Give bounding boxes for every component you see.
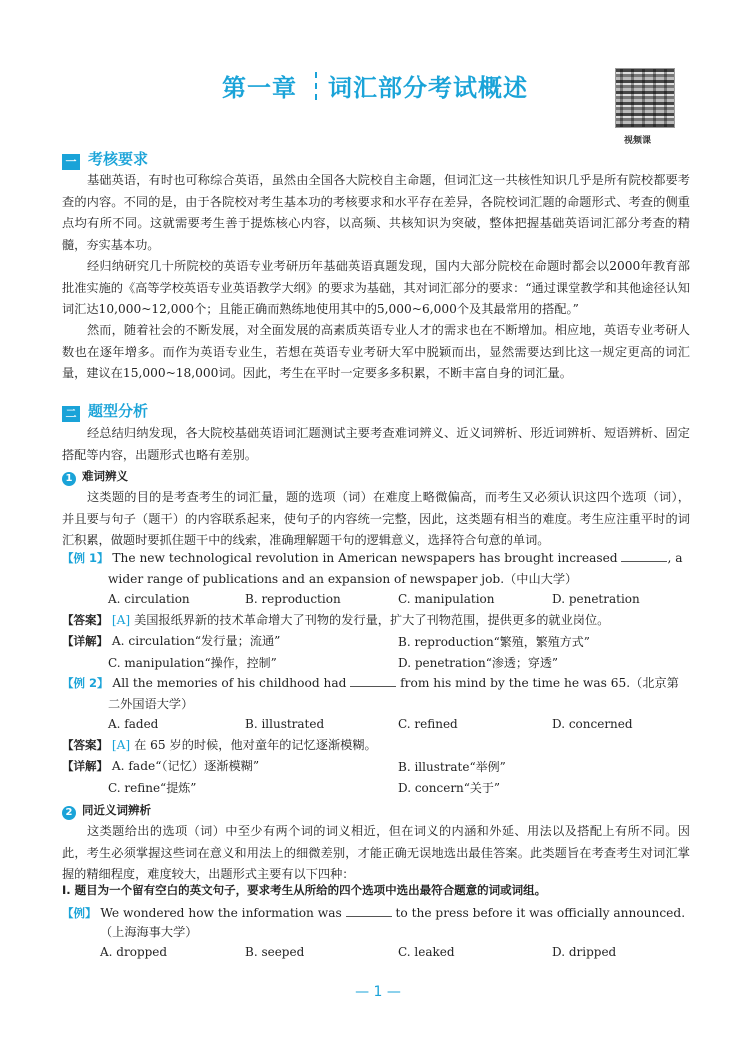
page-number: — 1 —: [355, 984, 401, 1000]
subsection-2-title: 同近义词辨析: [82, 803, 151, 817]
example-1-option-c: C. manipulation: [398, 592, 495, 606]
subsection-1-heading: [62, 468, 128, 486]
example-1-option-a: A. circulation: [108, 592, 190, 606]
example-2-answer-letter: [A]: [111, 738, 131, 752]
example-2-detail-a: A. fade“（记忆）逐渐模糊”: [111, 759, 260, 773]
example-2-detail-d: D. concern“关于”: [398, 781, 501, 795]
example-3-option-c: C. leaked: [398, 945, 455, 959]
example-2-option-a: A. faded: [108, 717, 159, 731]
chapter-number: 第一章: [222, 74, 297, 102]
example-1-stem-b: , a: [667, 551, 683, 565]
example-3-option-d: D. dripped: [552, 945, 617, 959]
section-1-paragraph-3: 然而，随着社会的不断发展，对全面发展的高素质英语专业人才的需求也在不断增加。相应地，英语专业考研人数也在逐年增多。而作为英语专业生，若想在英语专业考研大军中脱颖而出，显然需要达到比这一规定更高的词汇量，建议在15,000~18,000词。因此，考生在平时一定要多多积累，不断丰富自身的词汇量。: [62, 323, 690, 380]
example-2-label: 【例 2】: [62, 676, 109, 690]
example-3-stem-line-2: （上海海事大学）: [100, 925, 198, 939]
section-1-heading: [62, 148, 148, 170]
example-2-answer: [62, 735, 690, 756]
example-2-detail-b: B. illustrate“举例”: [398, 760, 506, 774]
question-type-1: I. 题目为一个留有空白的英文句子，要求考生从所给的四个选项中选出最符合题意的词或词组。: [62, 883, 547, 897]
section-1-title: 考核要求: [88, 150, 149, 168]
example-1-stem-line-1: [62, 548, 690, 569]
section-1-paragraph-1: 基础英语，有时也可称综合英语，虽然由全国各大院校自主命题，但词汇这一共核性知识几乎是所有院校都要考查的内容。不同的是，由于各院校对考生基本功的考核要求和水平存在差异，各院校词汇题的命题形式、考查的侧重点均有所不同。这就需要考生善于提炼核心内容，以高频、共核知识为突破，整体把握基础英语词汇部分考查的精髓，夯实基本功。: [62, 173, 690, 252]
example-2-stem-line-2: 二外国语大学）: [108, 697, 194, 711]
example-1-option-b: B. reproduction: [245, 592, 341, 606]
example-2-option-c: C. refined: [398, 717, 458, 731]
example-2-detail-c: C. refine“提炼”: [108, 781, 197, 795]
section-1-paragraph-2: 经归纳研究几十所院校的英语专业考研历年基础英语真题发现，国内大部分院校在命题时都会以2000年教育部批准实施的《高等学校英语专业英语教学大纲》的要求为基础，其对词汇部分的要求：“通过课堂教学和其他途径认知词汇达10,000~12,000个；且能正确而熟练地使用其中的5,000~6,000个及其最常用的搭配。”: [62, 259, 690, 316]
subsection-1-title: 难词辨义: [82, 469, 128, 483]
example-1-blank: [621, 549, 667, 562]
example-1-detail-row-1: [62, 631, 690, 652]
section-2-heading: [62, 400, 148, 422]
section-2-intro: 经总结归纳发现，各大院校基础英语词汇题测试主要考查难词辨义、近义词辨析、形近词辨析、短语辨析、固定搭配等内容，出题形式也略有差别。: [62, 426, 690, 462]
example-1-answer-text: 美国报纸界新的技术革命增大了刊物的发行量，扩大了刊物范围，提供更多的就业岗位。: [134, 613, 610, 627]
chapter-title: [222, 68, 552, 104]
example-1-detail-d: D. penetration“渗透；穿透”: [398, 656, 559, 670]
example-2-detail-label: 【详解】: [62, 759, 108, 773]
subsection-2-heading: [62, 802, 151, 820]
example-1-answer: [62, 610, 690, 631]
chapter-heading: 词汇部分考试概述: [328, 74, 528, 102]
example-2-stem-b: from his mind by the time he was 65.（北京第: [400, 676, 679, 690]
example-2-stem-line-1: [62, 673, 690, 694]
example-2-answer-label: 【答案】: [62, 738, 108, 752]
example-3-blank: [346, 904, 392, 917]
example-3-option-b: B. seeped: [245, 945, 305, 959]
example-3-stem-line-1: [62, 903, 690, 924]
example-3-label: 【例】: [62, 906, 97, 920]
example-2-stem-a: All the memories of his childhood had: [112, 676, 347, 690]
title-separator: [315, 72, 317, 100]
example-2-blank: [350, 674, 396, 687]
example-2-option-d: D. concerned: [552, 717, 633, 731]
example-3-option-a: A. dropped: [100, 945, 168, 959]
subsection-2-description: 这类题给出的选项（词）中至少有两个词的词义相近，但在词义的内涵和外延、用法以及搭配上有所不同。因此，考生必须掌握这些词在意义和用法上的细微差别，才能正确无误地选出最佳答案。此类题旨在考查考生对词汇掌握的精细程度，难度较大，出题形式主要有以下四种：: [62, 824, 690, 881]
example-2-answer-text: 在 65 岁的时候，他对童年的记忆逐渐模糊。: [134, 738, 377, 752]
example-1-detail-b: B. reproduction“繁殖，繁殖方式”: [398, 635, 590, 649]
example-3-stem-b: to the press before it was officially announced.: [395, 906, 686, 920]
example-2-option-b: B. illustrated: [245, 717, 325, 731]
subsection-1-number: 1: [62, 472, 76, 486]
qr-label: 视频课: [624, 136, 652, 146]
example-1-stem-a: The new technological revolution in American newspapers has brought increased: [112, 551, 618, 565]
subsection-1-description: 这类题的目的是考查考生的词汇量，题的选项（词）在难度上略微偏高，而考生又必须认识这四个选项（词），并且要与句子（题干）的内容联系起来，使句子的内容统一完整，因此，这类题有相当的难度。考生应注重平时的词汇积累，做题时要抓住题干中的线索，准确理解题干句的逻辑意义，选择符合句意的单词。: [62, 490, 690, 547]
example-1-label: 【例 1】: [62, 551, 109, 565]
qr-code-icon[interactable]: [615, 68, 675, 128]
example-3-stem-a: We wondered how the information was: [100, 906, 342, 920]
example-1-detail-label: 【详解】: [62, 634, 108, 648]
example-1-detail-a: A. circulation“发行量；流通”: [111, 634, 281, 648]
example-2-detail-row-1: [62, 756, 690, 777]
example-1-stem-line-2: wider range of publications and an expansion of newspaper job.（中山大学）: [108, 572, 578, 586]
example-1-option-d: D. penetration: [552, 592, 640, 606]
subsection-2-number: 2: [62, 806, 76, 820]
example-1-answer-letter: [A]: [111, 613, 131, 627]
section-2-title: 题型分析: [88, 402, 149, 420]
section-2-mark: 二: [62, 406, 80, 422]
example-1-detail-c: C. manipulation“操作，控制”: [108, 656, 277, 670]
section-1-mark: 一: [62, 154, 80, 170]
example-1-answer-label: 【答案】: [62, 613, 108, 627]
